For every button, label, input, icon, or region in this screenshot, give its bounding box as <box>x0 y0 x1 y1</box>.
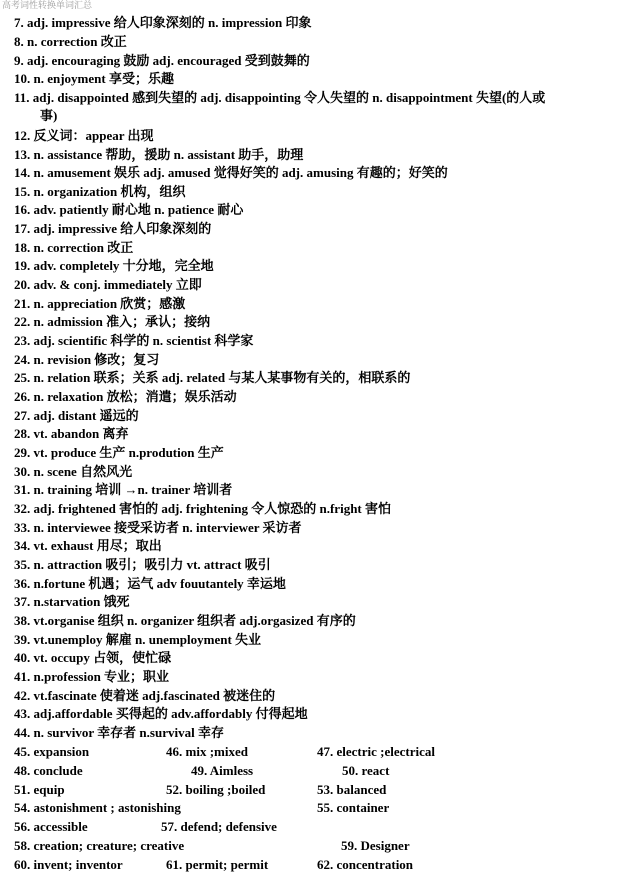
entry-line: 23. adj. scientific 科学的 n. scientist 科学家 <box>14 333 254 348</box>
entry-line: 24. n. revision 修改；复习 <box>14 352 160 367</box>
entry-line: 11. adj. disappointed 感到失望的 adj. disappointing 令人失望的 n. disappointment 失望(的人或 <box>14 90 546 105</box>
grid-cell: 56. accessible <box>14 819 88 834</box>
entry-line: 38. vt.organise 组织 n. organizer 组织者 adj.orgasized 有序的 <box>14 613 356 628</box>
entry-line: 26. n. relaxation 放松；消遣；娱乐活动 <box>14 389 237 404</box>
entry-line: 16. adv. patiently 耐心地 n. patience 耐心 <box>14 202 244 217</box>
entry-line: 44. n. survivor 幸存者 n.survival 幸存 <box>14 725 224 740</box>
grid-cell: 51. equip <box>14 782 65 797</box>
entry-line: 20. adv. & conj. immediately 立即 <box>14 277 202 292</box>
grid-cell: 52. boiling ;boiled <box>166 782 266 797</box>
entry-line: 17. adj. impressive 给人印象深刻的 <box>14 221 212 236</box>
grid-cell: 50. react <box>342 763 390 778</box>
grid-cell: 59. Designer <box>341 838 410 853</box>
entry-line: 32. adj. frightened 害怕的 adj. frightening 令人惊恐的 n.fright 害怕 <box>14 501 392 516</box>
entry-line: 28. vt. abandon 离弃 <box>14 426 129 441</box>
entry-line: 8. n. correction 改正 <box>14 34 127 49</box>
entry-line: 15. n. organization 机构，组织 <box>14 184 186 199</box>
entry-line: 34. vt. exhaust 用尽；取出 <box>14 538 162 553</box>
entry-line: 36. n.fortune 机遇；运气 adv fouutantely 幸运地 <box>14 576 286 591</box>
grid-cell: 46. mix ;mixed <box>166 744 248 759</box>
entry-line: 42. vt.fascinate 使着迷 adj.fascinated 被迷住的 <box>14 688 276 703</box>
entry-line: 35. n. attraction 吸引；吸引力 vt. attract 吸引 <box>14 557 271 572</box>
entry-line: 39. vt.unemploy 解雇 n. unemployment 失业 <box>14 632 262 647</box>
entry-line: 43. adj.affordable 买得起的 adv.affordably 付得起地 <box>14 706 308 721</box>
entry-line: 31. n. training 培训 →n. trainer 培训者 <box>14 482 233 497</box>
grid-cell: 58. creation; creature; creative <box>14 838 185 853</box>
entry-line: 29. vt. produce 生产 n.prodution 生产 <box>14 445 224 460</box>
entry-line-continuation: 事) <box>40 108 58 123</box>
entry-line: 13. n. assistance 帮助，援助 n. assistant 助手，助理 <box>14 147 304 162</box>
entry-line: 37. n.starvation 饿死 <box>14 594 130 609</box>
grid-cell: 61. permit; permit <box>166 857 269 872</box>
entry-line: 27. adj. distant 遥远的 <box>14 408 139 423</box>
grid-cell: 57. defend; defensive <box>161 819 277 834</box>
entry-line: 7. adj. impressive 给人印象深刻的 n. impression 印象 <box>14 15 312 30</box>
entry-line: 30. n. scene 自然风光 <box>14 464 133 479</box>
page-header: 高考词性转换单词汇总 <box>2 1 93 11</box>
grid-cell: 49. Aimless <box>191 763 254 778</box>
entry-line: 25. n. relation 联系；关系 adj. related 与某人某事物有关的，相联系的 <box>14 370 411 385</box>
entry-line: 18. n. correction 改正 <box>14 240 134 255</box>
entry-line: 21. n. appreciation 欣赏；感激 <box>14 296 186 311</box>
entry-line: 41. n.profession 专业；职业 <box>14 669 170 684</box>
entry-line: 10. n. enjoyment 享受；乐趣 <box>14 71 174 86</box>
grid-cell: 45. expansion <box>14 744 90 759</box>
entry-line: 33. n. interviewee 接受采访者 n. interviewer 采访者 <box>14 520 302 535</box>
entry-line: 40. vt. occupy 占领，使忙碌 <box>14 650 172 665</box>
entry-line: 12. 反义词：appear 出现 <box>14 128 154 143</box>
entry-line: 22. n. admission 准入；承认；接纳 <box>14 314 211 329</box>
entry-line: 14. n. amusement 娱乐 adj. amused 觉得好笑的 adj. amusing 有趣的；好笑的 <box>14 165 448 180</box>
grid-cell: 60. invent; inventor <box>14 857 123 872</box>
grid-cell: 55. container <box>317 800 390 815</box>
grid-cell: 47. electric ;electrical <box>317 744 435 759</box>
grid-cell: 48. conclude <box>14 763 83 778</box>
entry-line: 19. adv. completely 十分地，完全地 <box>14 258 214 273</box>
grid-cell: 53. balanced <box>317 782 387 797</box>
grid-cell: 54. astonishment ; astonishing <box>14 800 181 815</box>
grid-cell: 62. concentration <box>317 857 414 872</box>
entry-line: 9. adj. encouraging 鼓励 adj. encouraged 受到鼓舞的 <box>14 53 310 68</box>
